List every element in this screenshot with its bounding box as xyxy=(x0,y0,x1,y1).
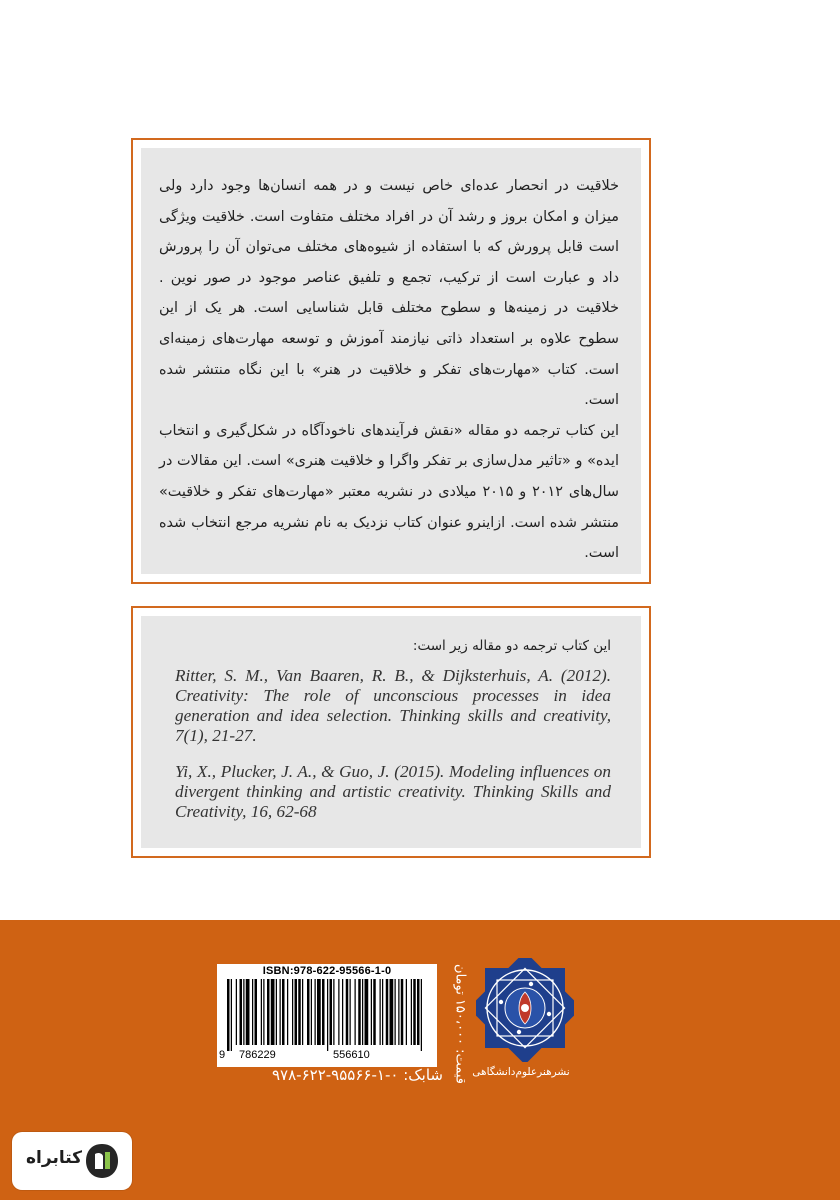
references-intro: این کتاب ترجمه دو مقاله زیر است: xyxy=(412,638,611,654)
shabak-number: شابک: ۰-۱-۹۵۵۶۶-۶۲۲-۹۷۸ xyxy=(271,1066,443,1084)
publisher-name: نشرهنرعلوم‌دانشگاهی xyxy=(472,1066,570,1078)
description-paragraph-1: خلاقیت در انحصار عده‌ای خاص نیست و در همه انسان‌ها وجود دارد ولی میزان و امکان بروز و رشد آن در افراد مختلف متفاوت است. خلاقیت ویژگی است قابل پرورش که با استفاده از شیوه‌های مختلف می‌توان آن را پرورش داد و عبارت است از ترکیب، تجمع و تلفیق عناصر موجود در صور نوین . خلاقیت در زمینه‌ها و سطوح مختلف قابل شناسایی است. هر یک از این سطوح علاوه بر استعداد ذاتی نیازمند آموزش و توسعه مهارت‌های زمینه‌ای است. کتاب «مهارت‌های تفکر و خلاقیت در هنر» با این نگاه منتشر شده است. xyxy=(159,178,619,409)
references-box xyxy=(141,616,641,848)
barcode-digit-group-2: 556610 xyxy=(333,1049,370,1061)
ketabrah-logo-icon xyxy=(84,1142,120,1180)
references-list xyxy=(141,616,641,822)
isbn-label: ISBN:978-622-95566-1-0 xyxy=(262,965,392,977)
barcode-box xyxy=(217,964,437,1067)
barcode-digit-group-1: 786229 xyxy=(239,1049,276,1061)
description-box xyxy=(141,148,641,574)
barcode-graphic xyxy=(227,979,427,1051)
ketabrah-logo-text: کتابراه xyxy=(26,1148,83,1168)
reference-item-1: Ritter, S. M., Van Baaren, R. B., & Dijksterhuis, A. (2012). Creativity: The role of unconscious processes in idea generation and idea selection. Thinking skills and creativity, 7(1), 21-27. xyxy=(175,666,611,745)
reference-item-2: Yi, X., Plucker, J. A., & Guo, J. (2015). Modeling influences on divergent thinking and artistic creativity. Thinking Skills and Creativity, 16, 62-68 xyxy=(175,762,611,821)
description-paragraph-2: این کتاب ترجمه دو مقاله «نقش فرآیندهای ناخودآگاه در شکل‌گیری و انتخاب ایده» و «تاثیر مدل‌سازی بر تفکر واگرا و خلاقیت هنری» است. این مقالات در سال‌های ۲۰۱۲ و ۲۰۱۵ میلادی در نشریه معتبر «مهارت‌های تفکر و خلاقیت» منتشر شده است. ازاینرو عنوان کتاب نزدیک به نام نشریه مرجع انتخاب شده است. xyxy=(159,422,619,562)
references-frame xyxy=(131,606,651,858)
description-frame xyxy=(131,138,651,584)
publisher-emblem-icon xyxy=(476,958,574,1062)
ketabrah-logo-badge[interactable] xyxy=(12,1132,132,1190)
price-text: قیمت: ۱۵۰،۰۰۰ تومان xyxy=(452,964,468,1084)
description-text xyxy=(141,148,641,569)
barcode-digit-lead: 9 xyxy=(219,1049,226,1061)
